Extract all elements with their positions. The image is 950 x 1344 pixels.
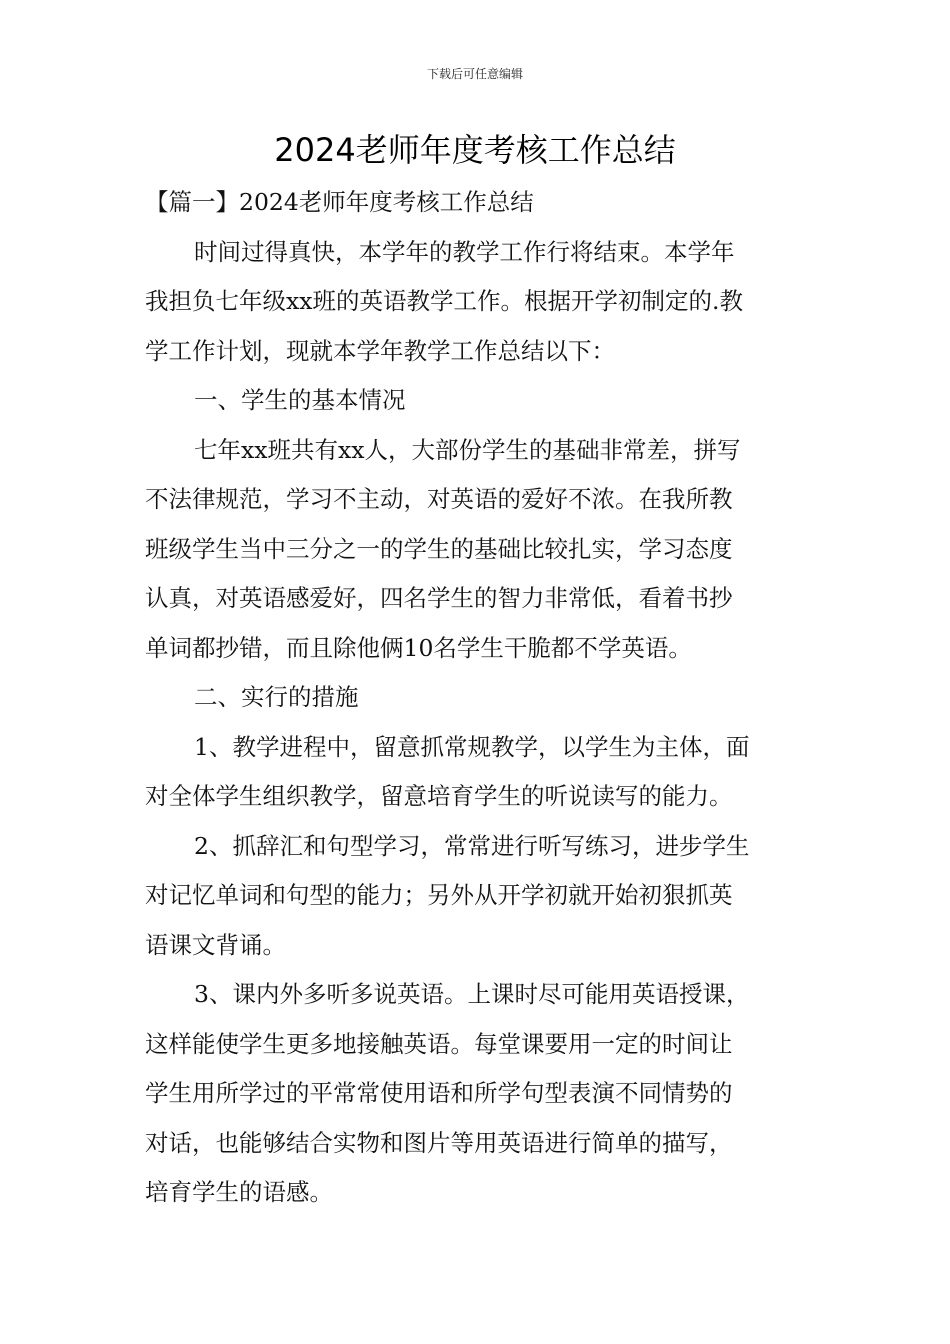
text-line: 2、抓辞汇和句型学习，常常进行听写练习，进步学生 [194,831,750,860]
text-line: 认真，对英语感爱好，四名学生的智力非常低，看着书抄 [145,584,733,612]
document-body [145,178,807,1218]
text-line: 3、课内外多听多说英语。上课时尽可能用英语授课， [194,980,750,1008]
text-line: 对全体学生组织教学，留意培育学生的听说读写的能力。 [145,782,733,810]
text-line: 【篇一】2024老师年度考核工作总结 [145,188,534,216]
text-line: 语课文背诵。 [145,930,286,959]
text-line: 七年xx班共有xx人，大部份学生的基础非常差，拼写 [194,435,741,464]
text-line: 学生用所学过的平常常使用语和所学句型表演不同情势的 [145,1079,733,1107]
text-line: 时间过得真快，本学年的教学工作行将结束。本学年 [194,237,735,266]
text-line: 学工作计划，现就本学年教学工作总结以下： [145,336,615,365]
text-line: 培育学生的语感。 [145,1178,333,1206]
text-line: 这样能使学生更多地接触英语。每堂课要用一定的时间让 [145,1029,733,1058]
text-line: 班级学生当中三分之一的学生的基础比较扎实，学习态度 [145,534,733,563]
text-line: 1、教学进程中，留意抓常规教学，以学生为主体，面 [194,732,750,761]
text-line: 单词都抄错，而且除他俩10名学生干脆都不学英语。 [145,633,692,662]
document-title: 2024老师年度考核工作总结 [274,131,676,169]
text-line: 一、学生的基本情况 [194,386,406,414]
text-line: 不法律规范，学习不主动，对英语的爱好不浓。在我所教 [145,485,733,513]
text-line: 对话，也能够结合实物和图片等用英语进行简单的描写， [145,1128,733,1157]
text-line: 二、实行的措施 [194,683,359,711]
text-line: 对记忆单词和句型的能力；另外从开学初就开始初狠抓英 [145,881,733,909]
header-note: 下载后可任意编辑 [426,67,523,81]
text-line: 我担负七年级xx班的英语教学工作。根据开学初制定的.教 [145,287,743,315]
